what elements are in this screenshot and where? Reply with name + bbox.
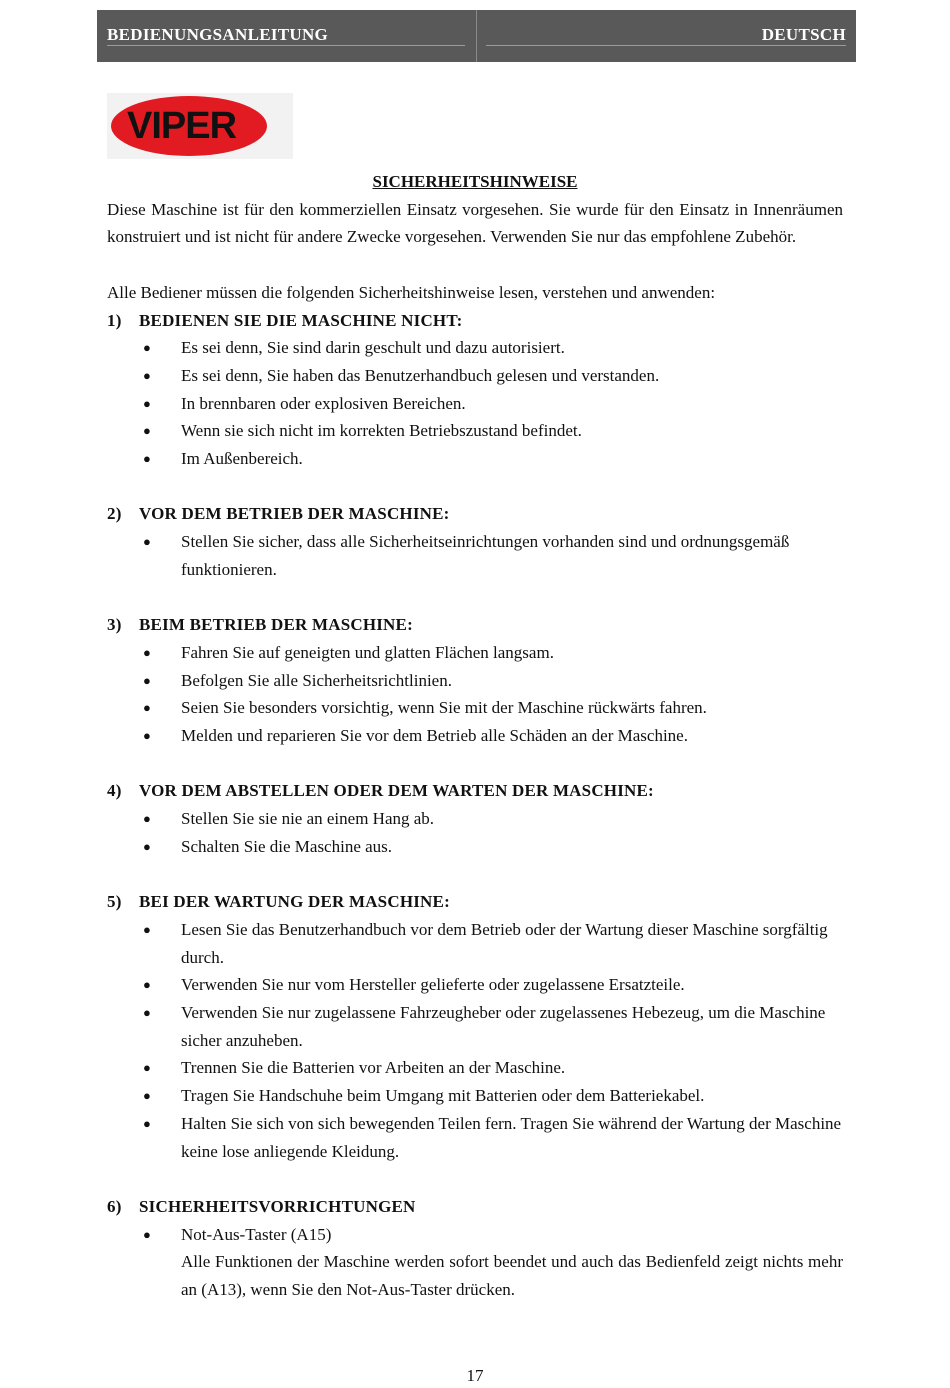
safety-section-5 [107,888,843,1165]
section-heading-text: VOR DEM ABSTELLEN ODER DEM WARTEN DER MASCHINE: [139,781,654,801]
document-body [107,168,843,1304]
bullet-icon: ● [143,340,151,356]
list-item: ● Stellen Sie sie nie an einem Hang ab. [107,805,843,833]
section-number: 6) [107,1196,122,1216]
list-item: ● Wenn sie sich nicht im korrekten Betriebszustand befindet. [107,417,843,445]
page-number: 17 [466,1366,484,1385]
section-number: 2) [107,504,122,524]
section-heading-text: BEDIENEN SIE DIE MASCHINE NICHT: [139,310,463,330]
section-heading [107,611,843,639]
section-title: SICHERHEITSHINWEISE [372,172,578,191]
list-item: ● Stellen Sie sicher, dass alle Sicherheitseinrichtungen vorhanden sind und ordnungsgemäß funktionieren. [107,528,843,583]
bullet-icon: ● [143,921,151,937]
bullet-icon: ● [143,1060,151,1076]
bullet-icon: ● [143,1005,151,1021]
list-item: ● Befolgen Sie alle Sicherheitsrichtlinien. [107,667,843,695]
section-heading-text: BEI DER WARTUNG DER MASCHINE: [139,892,450,912]
bullet-icon: ● [143,811,151,827]
list-item: ● Es sei denn, Sie sind darin geschult und dazu autorisiert. [107,334,843,362]
bullet-icon: ● [143,700,151,716]
section-number: 5) [107,892,122,912]
safety-section-2 [107,500,843,583]
section-heading-text: BEIM BETRIEB DER MASCHINE: [139,615,413,635]
list-item: ● Lesen Sie das Benutzerhandbuch vor dem Betrieb oder der Wartung dieser Maschine sorgfältig durch. [107,916,843,971]
bullet-icon: ● [143,1226,151,1242]
safety-section-3 [107,611,843,750]
section-number: 3) [107,615,122,635]
logo-wordmark: VIPER [127,105,237,147]
safety-section-4 [107,777,843,860]
viper-logo [107,93,293,159]
bullet-icon: ● [143,534,151,550]
list-item: ● Fahren Sie auf geneigten und glatten Flächen langsam. [107,639,843,667]
safety-section-6 [107,1193,843,1304]
bullet-icon: ● [143,644,151,660]
list-item: ● Seien Sie besonders vorsichtig, wenn Sie mit der Maschine rückwärts fahren. [107,694,843,722]
bullet-icon: ● [143,1088,151,1104]
bullet-icon: ● [143,367,151,383]
list-item: ● Es sei denn, Sie haben das Benutzerhandbuch gelesen und verstanden. [107,362,843,390]
header-rule-left [107,45,465,46]
list-item: ● Verwenden Sie nur vom Hersteller gelieferte oder zugelassene Ersatzteile. [107,971,843,999]
list-item: ● Schalten Sie die Maschine aus. [107,833,843,861]
list-item: ● Im Außenbereich. [107,445,843,473]
section-heading [107,777,843,805]
section-heading [107,307,843,335]
header-title: BEDIENUNGSANLEITUNG [107,25,329,44]
list-item: ● In brennbaren oder explosiven Bereichen. [107,390,843,418]
emergency-stop-note: Alle Funktionen der Maschine werden sofort beendet und auch das Bedienfeld zeigt nichts mehr an (A13), wenn Sie den Not-Aus-Taster drücken. [181,1252,843,1300]
section-heading [107,888,843,916]
bullet-icon: ● [143,728,151,744]
intro-paragraph: Diese Maschine ist für den kommerziellen Einsatz vorgesehen. Sie wurde für den Einsatz in Innenräumen konstruiert und ist nicht für andere Zwecke vorgesehen. Verwenden Sie nur das empfohlene Zubehör. [107,199,843,247]
section-heading-text: VOR DEM BETRIEB DER MASCHINE: [139,504,450,524]
bullet-icon: ● [143,395,151,411]
list-item: ● Melden und reparieren Sie vor dem Betrieb alle Schäden an der Maschine. [107,722,843,750]
section-number: 1) [107,310,122,330]
section-heading-text: SICHERHEITSVORRICHTUNGEN [139,1196,416,1216]
safety-section-1 [107,307,843,473]
list-item: ● Halten Sie sich von sich bewegenden Teilen fern. Tragen Sie während der Wartung der Maschine keine lose anliegende Kleidung. [107,1110,843,1165]
list-item: ● Verwenden Sie nur zugelassene Fahrzeugheber oder zugelassenes Hebezeug, um die Maschine sicher anzuheben. [107,999,843,1054]
header-rule-right [486,45,846,46]
section-heading [107,500,843,528]
section-number: 4) [107,781,122,801]
header-language: DEUTSCH [761,25,846,44]
bullet-icon: ● [143,451,151,467]
list-item: ● Tragen Sie Handschuhe beim Umgang mit Batterien oder dem Batteriekabel. [107,1082,843,1110]
list-item: ● Not-Aus-Taster (A15) [107,1221,843,1249]
bullet-icon: ● [143,423,151,439]
bullet-icon: ● [143,977,151,993]
bullet-icon: ● [143,838,151,854]
section-heading [107,1193,843,1221]
header-divider [476,10,477,62]
list-item: ● Trennen Sie die Batterien vor Arbeiten an der Maschine. [107,1054,843,1082]
lead-paragraph: Alle Bediener müssen die folgenden Sicherheitshinweise lesen, verstehen und anwenden: [107,282,716,302]
bullet-icon: ● [143,1115,151,1131]
page-header [97,10,856,62]
bullet-icon: ● [143,672,151,688]
